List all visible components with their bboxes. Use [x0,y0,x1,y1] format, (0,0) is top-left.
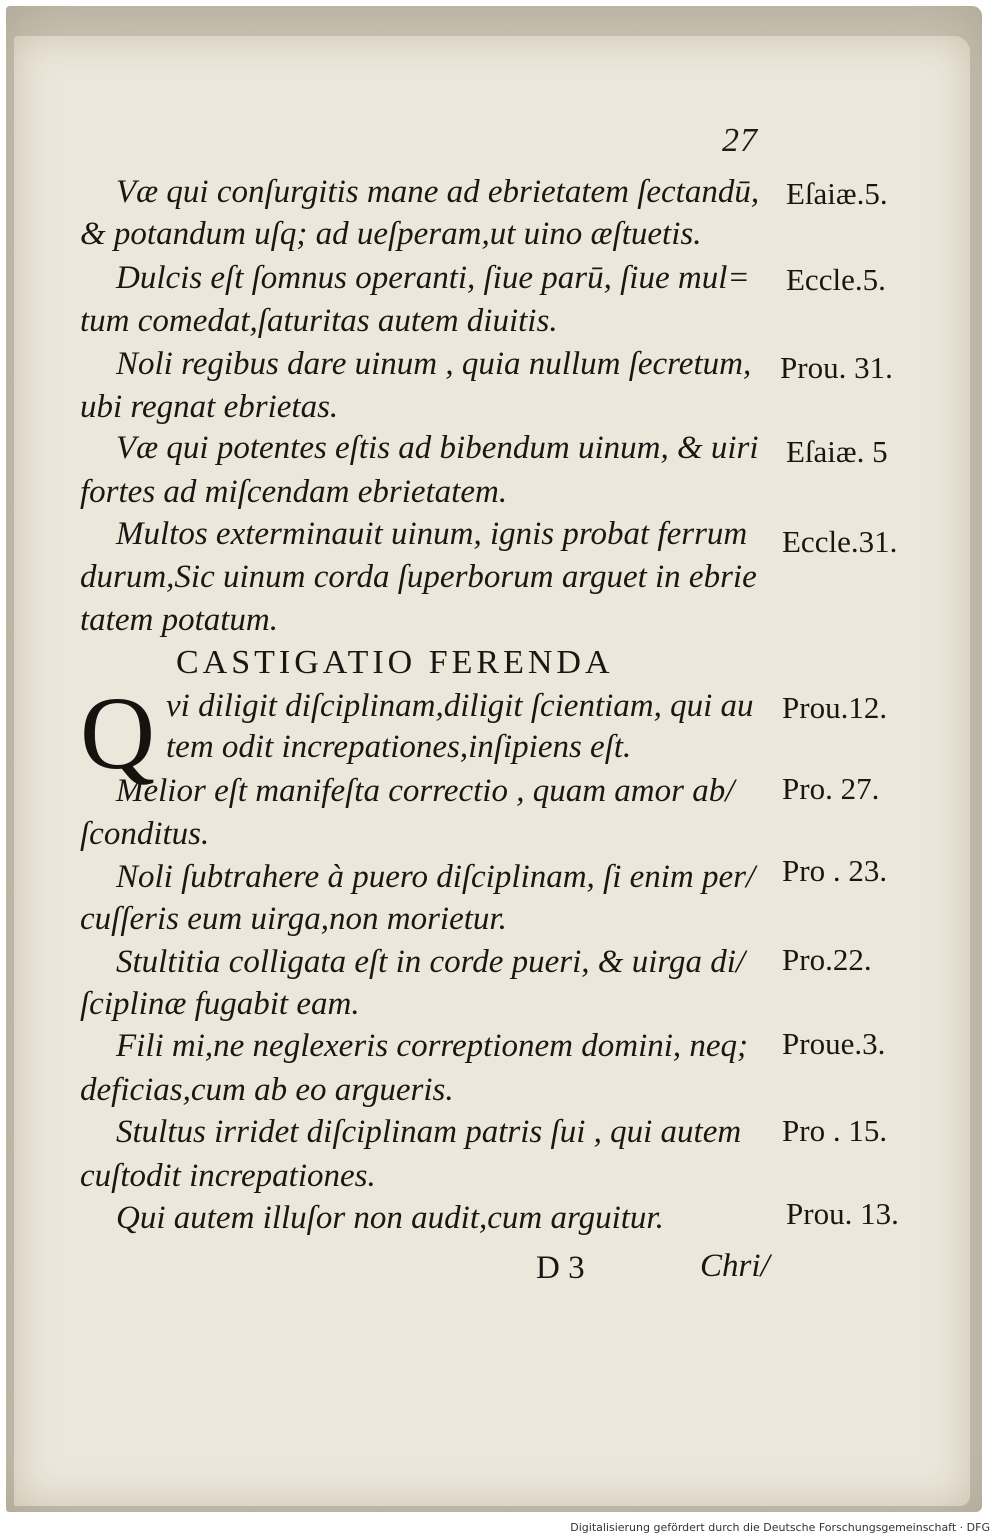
text-line: fortes ad miſcendam ebrietatem. [80,474,508,510]
margin-note: Pro. 27. [782,771,880,806]
text-line: cuſſeris eum uirga,non morietur. [80,901,507,937]
margin-note: Eſaiæ. 5 [786,434,888,469]
text-line: Noli ſubtrahere à puero diſciplinam, ſi enim per/ [116,859,756,895]
text-line: tatem potatum. [80,602,278,638]
text-line: Qui autem illuſor non audit,cum arguitur. [116,1200,664,1236]
margin-note: Pro . 15. [782,1113,888,1148]
margin-note: Eſaiæ.5. [786,176,888,211]
margin-note: Pro.22. [782,942,872,977]
text-line: vi diligit diſciplinam,diligit ſcientiam, qui au [166,688,754,724]
text-line: Noli regibus dare uinum , quia nullum ſecretum, [116,346,752,382]
text-line: & potandum uſq; ad ueſperam,ut uino æſtuetis. [80,216,702,252]
text-line: Væ qui conſurgitis mane ad ebrietatem ſectandū, [116,174,760,210]
section-heading: CASTIGATIO FERENDA [176,644,614,681]
signature-mark: D 3 [536,1250,585,1286]
text-line: cuſtodit increpationes. [80,1158,376,1194]
text-line: Multos exterminauit uinum, ignis probat ferrum [116,516,748,552]
page-number: 27 [722,122,758,159]
text-line: ſconditus. [80,816,210,852]
text-line: ubi regnat ebrietas. [80,389,339,425]
text-line: deficias,cum ab eo argueris. [80,1072,454,1108]
margin-note: Prou. 31. [780,350,893,385]
drop-cap: Q [80,676,156,791]
margin-note: Proue.3. [782,1026,886,1061]
margin-note: Pro . 23. [782,853,888,888]
digitization-credit: Digitalisierung gefördert durch die Deutsche Forschungsgemeinschaft · DFG [570,1521,990,1534]
margin-note: Eccle.31. [782,524,898,559]
text-line: Stultitia colligata eſt in corde pueri, & uirga di/ [116,944,746,980]
margin-note: Prou. 13. [786,1196,899,1231]
text-line: tum comedat,ſaturitas autem diuitis. [80,303,558,339]
catchword: Chri/ [700,1248,770,1284]
text-line: Stultus irridet diſciplinam patris ſui , qui autem [116,1114,742,1150]
text-line: Væ qui potentes eſtis ad bibendum uinum, & uiri [116,430,759,466]
text-line: Fili mi,ne neglexeris correptionem domini, neq; [116,1028,749,1064]
text-line: ſciplinæ fugabit eam. [80,986,360,1022]
margin-note: Eccle.5. [786,262,886,297]
text-line: durum,Sic uinum corda ſuperborum arguet in ebrie [80,559,757,595]
text-line: tem odit increpationes,inſipiens eſt. [166,729,632,765]
text-line: Dulcis eſt ſomnus operanti, ſiue parū, ſiue mul= [116,260,750,296]
margin-note: Prou.12. [782,690,888,725]
text-line: Melior eſt manifeſta correctio , quam amor ab/ [116,773,735,809]
